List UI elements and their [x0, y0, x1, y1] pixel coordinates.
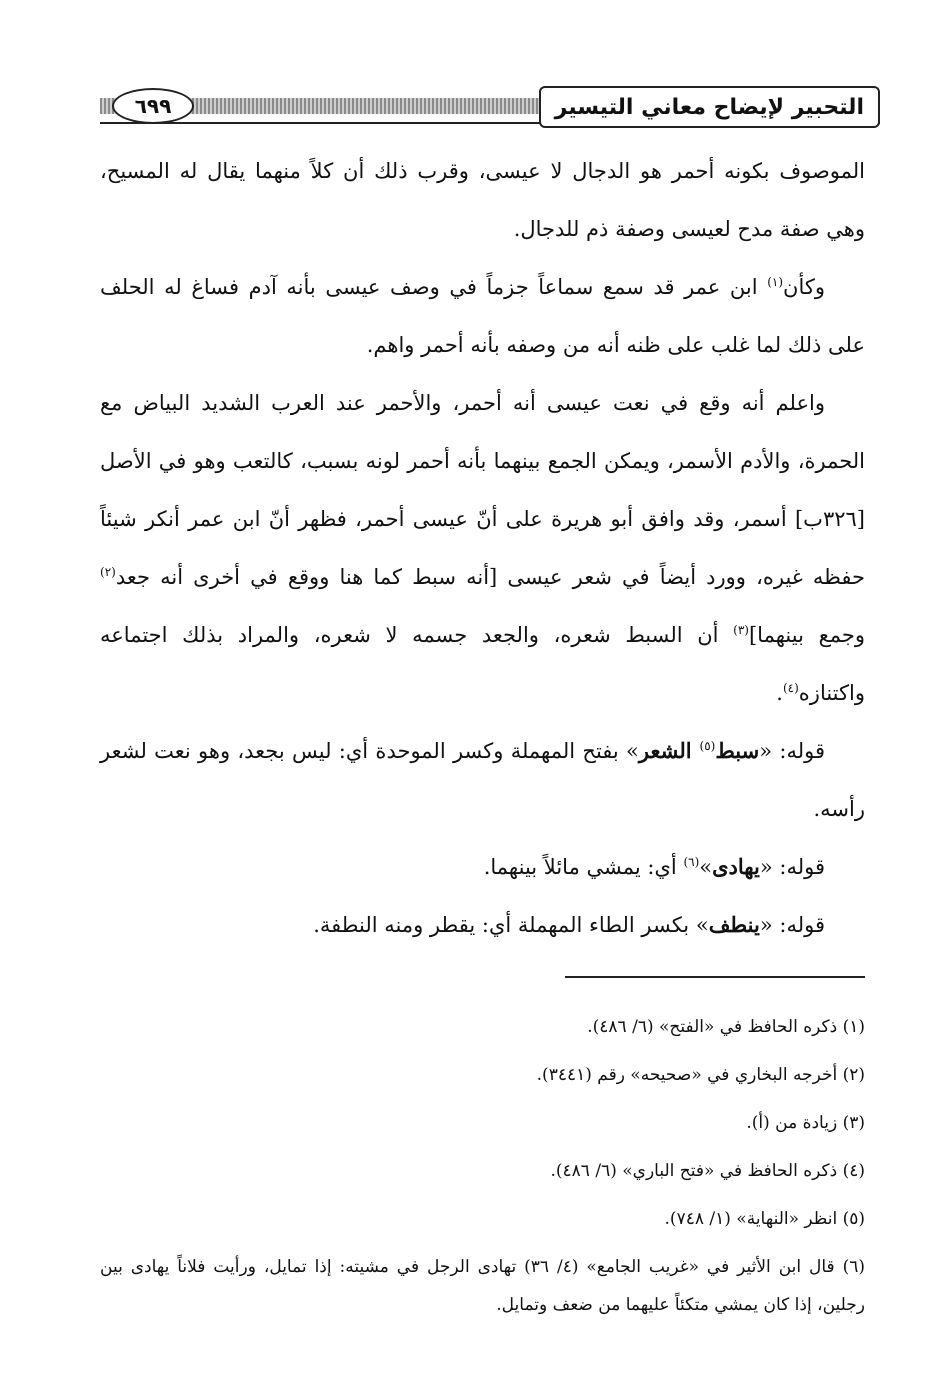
text-span: أن السبط شعره، والجعد جسمه لا شعره، والمراد بذلك اجتماعه واكتنازه [100, 623, 865, 705]
page-header [100, 84, 880, 132]
text-span: قوله: « [759, 913, 825, 937]
page-number: ٦٩٩ [112, 88, 194, 124]
footnote-ref-4: (٤) [782, 681, 799, 695]
text-span: » [699, 855, 713, 879]
main-text [100, 142, 865, 954]
bold-term: ينطف [708, 912, 760, 937]
paragraph-1: الموصوف بكونه أحمر هو الدجال لا عيسى، وقرب ذلك أن كلاً منهما يقال له المسيح، وهي صفة مدح لعيسى وصفة ذم للدجال. [100, 159, 865, 241]
footnote-2: (٢) أخرجه البخاري في «صحيحه» رقم (٣٤٤١). [536, 1065, 865, 1085]
bold-term: سبط [715, 738, 760, 763]
text-span: وجمع بينهما] [748, 623, 866, 647]
paragraph-4 [100, 722, 865, 838]
text-span: » بكسر الطاء المهملة أي: يقطر ومنه النطفة. [313, 913, 709, 937]
bold-term: الشعر [638, 738, 700, 763]
text-span: » بفتح المهملة وكسر الموحدة أي: ليس بجعد، وهو نعت لشعر رأسه. [100, 739, 865, 821]
paragraph-6 [100, 896, 865, 954]
text-span: أي: يمشي مائلاً بينهما. [483, 855, 684, 879]
text-span: . [776, 681, 783, 705]
paragraph-5 [100, 838, 865, 896]
text-span: ابن عمر قد سمع سماعاً جزماً في وصف عيسى بأنه آدم فساغ له الحلف على ذلك لما غلب على ظنه أنه من وصفه بأنه أحمر واهم. [100, 275, 865, 357]
paragraph-2 [100, 258, 865, 374]
text-span: قوله: « [759, 739, 825, 763]
footnote-6: (٦) قال ابن الأثير في «غريب الجامع» (٤/ ٣٦) تهادى الرجل في مشيته: إذا تمايل، ورأيت فلاناً يهادى بين رجلين، إذا كان يمشي متكئاً عليهما من ضعف وتمايل. [100, 1257, 865, 1315]
text-span: واعلم أنه وقع في نعت عيسى أنه أحمر، والأحمر عند العرب الشديد البياض مع الحمرة، والأدم الأسمر، ويمكن الجمع بينهما بأنه أحمر لونه بسبب، كالتعب وهو في الأصل [٣٢٦ب] أسمر، وقد وافق أبو هريرة على أنّ عيسى أحمر، فظهر أنّ ابن عمر أنكر شيئاً حفظه غيره، وورد أيضاً في شعر عيسى [أنه سبط كما هنا ووقع في أخرى أنه جعد [100, 391, 865, 589]
footnote-ref-2: (٢) [100, 565, 116, 579]
book-title: التحبير لإيضاح معاني التيسير [539, 86, 880, 128]
footnote-ref-1: (١) [767, 275, 784, 289]
text-span: قوله: « [759, 855, 825, 879]
footnote-ref-5: (٥) [699, 739, 716, 753]
paragraph-3 [100, 374, 865, 722]
footnote-1: (١) ذكره الحافظ في «الفتح» (٦/ ٤٨٦). [587, 1017, 865, 1037]
footnote-ref-6: (٦) [683, 855, 700, 869]
footnote-ref-3: (٣) [733, 623, 749, 637]
footnote-5: (٥) انظر «النهاية» (١/ ٧٤٨). [664, 1209, 865, 1229]
text-span: وكأن [783, 275, 825, 299]
footnote-3: (٣) زيادة من (أ). [746, 1113, 865, 1133]
footnote-4: (٤) ذكره الحافظ في «فتح الباري» (٦/ ٤٨٦). [550, 1161, 865, 1181]
bold-term: يهادى [712, 854, 760, 879]
footnotes [100, 1008, 865, 1324]
footnote-separator [565, 976, 865, 978]
